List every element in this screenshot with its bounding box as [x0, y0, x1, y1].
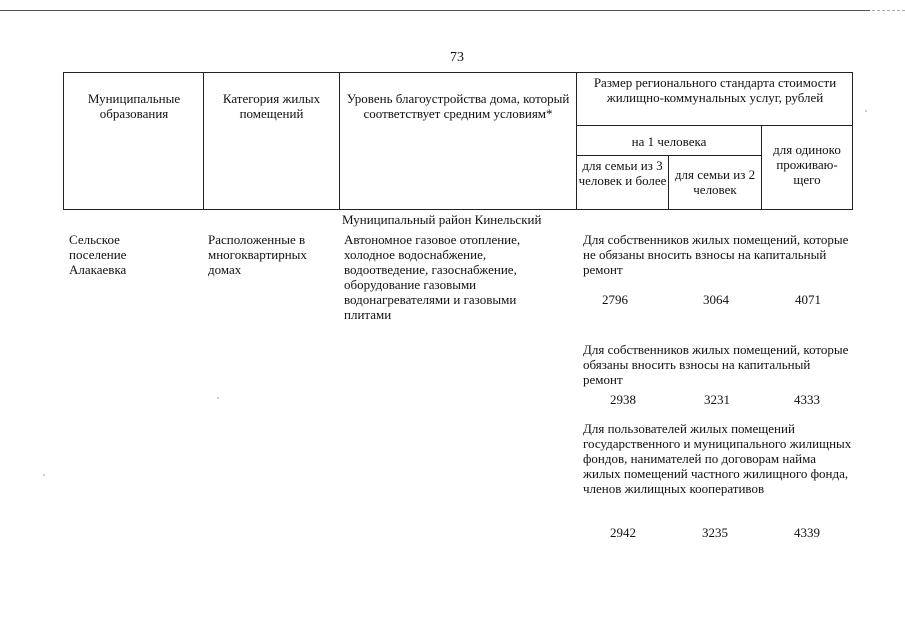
- page-number: 73: [450, 50, 464, 65]
- header-family-3: для семьи из 3 человек и более: [578, 158, 667, 188]
- amenities-cell: Автономное газовое отопление, холодное водоснабжение, водоотведение, газоснабжение, оборудование газовыми водонагревателями и газовыми плитами: [344, 232, 521, 322]
- municipality-cell: Сельское поселение Алакаевка: [69, 232, 127, 277]
- scan-speck: [43, 474, 45, 476]
- header-divider-4: [668, 155, 669, 209]
- value-group3-family2: 3235: [702, 525, 728, 540]
- value-group3-single: 4339: [794, 525, 820, 540]
- top-rule: [0, 10, 870, 11]
- header-family-2: для семьи из 2 человек: [674, 167, 756, 197]
- header-standard-size: Размер регионального стандарта стоимости жилищно-коммунальных услуг, рублей: [593, 75, 837, 105]
- value-group3-family3: 2942: [610, 525, 636, 540]
- value-group2-single: 4333: [794, 392, 820, 407]
- group-label-2: Для собственников жилых помещений, которые обязаны вносить взносы на капитальный ремонт: [583, 342, 849, 387]
- value-group2-family3: 2938: [610, 392, 636, 407]
- header-divider-3: [576, 73, 577, 209]
- header-divider-1: [203, 73, 204, 209]
- category-cell: Расположенные в многоквартирных домах: [208, 232, 307, 277]
- value-group1-single: 4071: [795, 292, 821, 307]
- district-title: Муниципальный район Кинельский: [342, 212, 542, 227]
- value-group1-family3: 2796: [602, 292, 628, 307]
- group-label-1: Для собственников жилых помещений, которые не обязаны вносить взносы на капитальный ремонт: [583, 232, 849, 277]
- scan-speck: [865, 110, 867, 112]
- table-header: [63, 72, 853, 210]
- header-category: Категория жилых помещений: [222, 91, 321, 121]
- group-label-3: Для пользователей жилых помещений государственного и муниципального жилищных фондов, нанимателей по договорам найма жилых помещений частного жилищного фонда, членов жилищных кооперативов: [583, 421, 852, 496]
- value-group2-family2: 3231: [704, 392, 730, 407]
- header-municipalities: Муниципальные образования: [87, 91, 181, 121]
- header-single: для одиноко проживаю-щего: [773, 142, 841, 187]
- header-hline-1: [576, 125, 852, 126]
- header-amenities: Уровень благоустройства дома, который соответствует средним условиям*: [346, 91, 570, 121]
- header-hline-2: [576, 155, 761, 156]
- scan-speck: [217, 397, 219, 399]
- header-divider-5: [761, 125, 762, 209]
- header-per-person: на 1 человека: [631, 134, 707, 149]
- value-group1-family2: 3064: [703, 292, 729, 307]
- top-rule-dashed: [872, 10, 905, 11]
- header-divider-2: [339, 73, 340, 209]
